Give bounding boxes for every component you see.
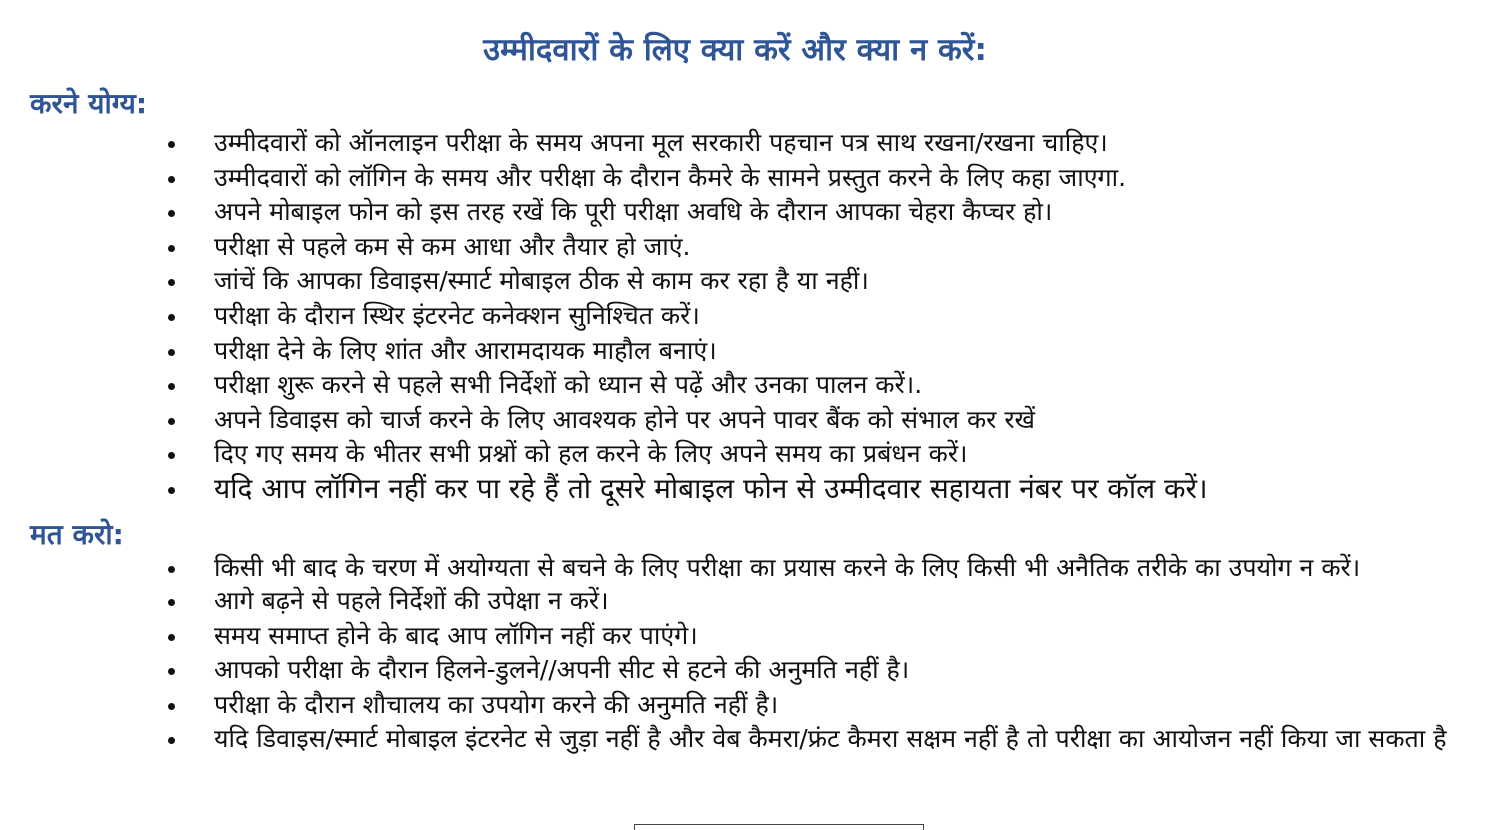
bullet-icon <box>168 566 175 573</box>
list-item: उम्मीदवारों को लॉगिन के समय और परीक्षा के दौरान कैमरे के सामने प्रस्तुत करने के लिए कहा जाएगा. <box>164 161 1454 196</box>
bullet-icon <box>168 141 175 148</box>
list-item: परीक्षा से पहले कम से कम आधा और तैयार हो जाएं. <box>164 230 1454 265</box>
dos-list <box>164 126 1454 507</box>
bullet-icon <box>168 245 175 252</box>
list-item: परीक्षा शुरू करने से पहले सभी निर्देशों को ध्यान से पढ़ें और उनका पालन करें।. <box>164 368 1454 403</box>
donts-list <box>164 551 1454 755</box>
list-item: जांचें कि आपका डिवाइस/स्मार्ट मोबाइल ठीक से काम कर रहा है या नहीं। <box>164 264 1454 299</box>
bullet-icon <box>168 668 175 675</box>
bullet-icon <box>168 314 175 321</box>
list-item: आगे बढ़ने से पहले निर्देशों की उपेक्षा न करें। <box>164 584 1454 619</box>
bullet-icon <box>168 383 175 390</box>
list-item: अपने डिवाइस को चार्ज करने के लिए आवश्यक होने पर अपने पावर बैंक को संभाल कर रखें <box>164 403 1454 438</box>
list-item: आपको परीक्षा के दौरान हिलने-डुलने//अपनी सीट से हटने की अनुमति नहीं है। <box>164 653 1454 688</box>
list-item: समय समाप्त होने के बाद आप लॉगिन नहीं कर पाएंगे। <box>164 619 1454 654</box>
list-item: परीक्षा के दौरान शौचालय का उपयोग करने की अनुमति नहीं है। <box>164 688 1454 723</box>
bullet-icon <box>168 176 175 183</box>
bullet-icon <box>168 599 175 606</box>
bullet-icon <box>168 634 175 641</box>
bullet-icon <box>168 452 175 459</box>
list-item: दिए गए समय के भीतर सभी प्रश्नों को हल करने के लिए अपने समय का प्रबंधन करें। <box>164 437 1454 472</box>
list-item: परीक्षा के दौरान स्थिर इंटरनेट कनेक्शन सुनिश्चित करें। <box>164 299 1454 334</box>
list-item: अपने मोबाइल फोन को इस तरह रखें कि पूरी परीक्षा अवधि के दौरान आपका चेहरा कैप्चर हो। <box>164 195 1454 230</box>
bullet-icon <box>168 418 175 425</box>
bullet-icon <box>168 703 175 710</box>
list-item: किसी भी बाद के चरण में अयोग्यता से बचने के लिए परीक्षा का प्रयास करने के लिए किसी भी अनैतिक तरीके का उपयोग न करें। <box>164 551 1454 584</box>
bullet-icon <box>168 279 175 286</box>
list-item: परीक्षा देने के लिए शांत और आरामदायक माहौल बनाएं। <box>164 334 1454 369</box>
list-item: उम्मीदवारों को ऑनलाइन परीक्षा के समय अपना मूल सरकारी पहचान पत्र साथ रखना/रखना चाहिए। <box>164 126 1454 161</box>
list-item: यदि आप लॉगिन नहीं कर पा रहे हैं तो दूसरे मोबाइल फोन से उम्मीदवार सहायता नंबर पर कॉल करें। <box>164 472 1454 507</box>
bullet-icon <box>168 487 175 494</box>
bottom-box <box>634 824 924 830</box>
list-item: यदि डिवाइस/स्मार्ट मोबाइल इंटरनेट से जुड़ा नहीं है और वेब कैमरा/फ्रंट कैमरा सक्षम नहीं है तो परीक्षा का आयोजन नहीं किया जा सकता है <box>164 722 1454 755</box>
donts-heading: मत करो: <box>30 518 124 551</box>
bullet-icon <box>168 737 175 744</box>
bullet-icon <box>168 349 175 356</box>
dos-heading: करने योग्य: <box>30 87 148 120</box>
page-title: उम्मीदवारों के लिए क्या करें और क्या न करें: <box>483 32 987 68</box>
bullet-icon <box>168 210 175 217</box>
